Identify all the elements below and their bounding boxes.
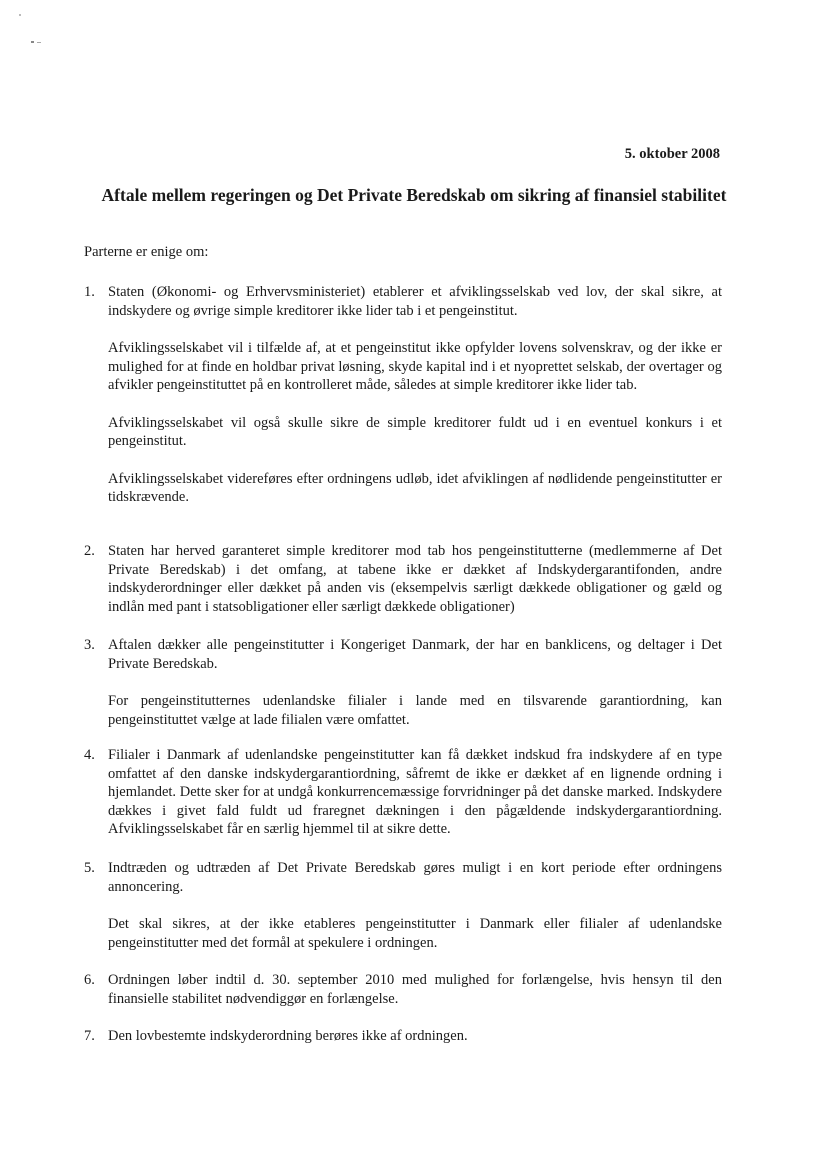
item-paragraph: Filialer i Danmark af udenlandske pengeinstitutter kan få dækket indskud fra indskydere af en type omfattet af den danske indskydergarantiordning, såfremt de ikke er dækket af en lignende ordning i hjemlandet. Dette sker for at undgå konkurrencemæssige forvridninger på det danske marked. Indskydere dækkes i givet fald fuldt ud fraregnet dækningen i den pågældende indskydergarantiordning. Afviklingsselskabet får en særlig hjemmel til at sikre dette. [108, 747, 722, 837]
list-item-1 [84, 283, 722, 507]
item-paragraph: Aftalen dækker alle pengeinstitutter i Kongeriget Danmark, der har en banklicens, og deltager i Det Private Beredskab. [108, 637, 722, 672]
item-number: 7. [84, 1028, 95, 1044]
item-paragraph: Staten har herved garanteret simple kreditorer mod tab hos pengeinstitutterne (medlemmerne af Det Private Beredskab) i det omfang, at tabene ikke er dækket af Indskydergarantifonden, andre indskyderordninger eller dækket på anden vis (eksempelvis særligt dækkede obligationer og gæld og indlån med pant i statsobligationer eller særligt dækkede obligationer) [108, 543, 722, 615]
item-paragraph: For pengeinstitutternes udenlandske filialer i lande med en tilsvarende garantiordning, kan pengeinstituttet vælge at lade filialen være omfattet. [108, 693, 722, 728]
list-item-6 [84, 971, 722, 1008]
list-item-2 [84, 542, 722, 616]
list-item-3 [84, 636, 722, 729]
item-paragraph: Afviklingsselskabet vil også skulle sikre de simple kreditorer fuldt ud i en eventuel konkurs i et pengeinstitut. [108, 414, 722, 449]
item-number: 5. [84, 860, 95, 876]
item-paragraph: Afviklingsselskabet vil i tilfælde af, at et pengeinstitut ikke opfylder lovens solvenskrav, og der ikke er mulighed for at finde en holdbar privat løsning, skyde kapital ind i et nyoprettet selskab, der overtager og afvikler pengeinstituttet på en kontrolleret måde, således at simple kreditorer ikke lider tab. [108, 340, 722, 393]
item-number: 4. [84, 747, 95, 763]
item-paragraph: Det skal sikres, at der ikke etableres pengeinstitutter i Danmark eller filialer af udenlandske pengeinstitutter med det formål at spekulere i ordningen. [108, 916, 722, 951]
list-item-5 [84, 859, 722, 952]
item-paragraph: Ordningen løber indtil d. 30. september 2010 med mulighed for forlængelse, hvis hensyn til den finansielle stabilitet nødvendiggør en forlængelse. [108, 972, 722, 1007]
document-title: Aftale mellem regeringen og Det Private Beredskab om sikring af finansiel stabilitet [101, 185, 727, 205]
list-item-7 [84, 1027, 722, 1046]
item-number: 6. [84, 972, 95, 988]
document-intro: Parterne er enige om: [84, 244, 209, 260]
item-paragraph: Afviklingsselskabet videreføres efter ordningens udløb, idet afviklingen af nødlidende pengeinstitutter er tidskrævende. [108, 470, 722, 505]
item-paragraph: Staten (Økonomi- og Erhvervsministeriet) etablerer et afviklingsselskab ved lov, der skal sikre, at indskydere og øvrige simple kreditorer ikke lider tab i et pengeinstitut. [108, 284, 722, 319]
item-paragraph: Indtræden og udtræden af Det Private Beredskab gøres muligt i en kort periode efter ordningens annoncering. [108, 860, 722, 895]
item-number: 3. [84, 637, 95, 653]
scan-speck [37, 42, 41, 43]
scan-speck [31, 41, 34, 43]
list-item-4 [84, 746, 722, 839]
item-paragraph: Den lovbestemte indskyderordning berøres ikke af ordningen. [108, 1028, 468, 1044]
document-date: 5. oktober 2008 [624, 146, 720, 162]
item-number: 2. [84, 543, 95, 559]
scan-speck [19, 14, 21, 16]
item-number: 1. [84, 284, 95, 300]
